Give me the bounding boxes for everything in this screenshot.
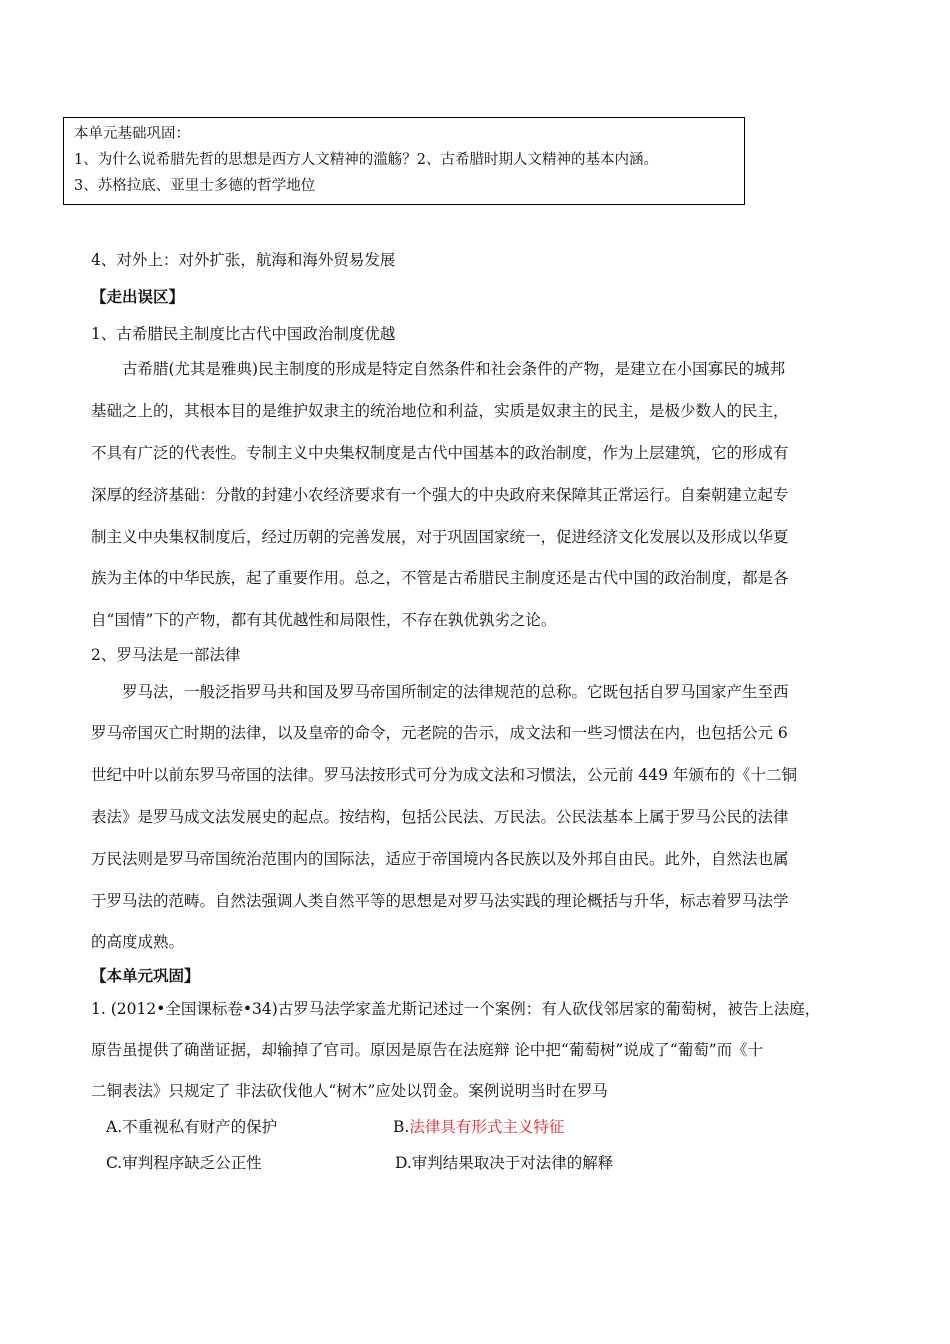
option-c: C.审判程序缺乏公正性 [106,1154,262,1172]
section-heading-misconceptions: 【走出误区】 [91,287,185,306]
paragraph-line: 罗马帝国灭亡时期的法律，以及皇帝的命令，元老院的告示，成文法和一些习惯法在内，也包括公元 6 [91,724,788,742]
paragraph-line: 基础之上的，其根本目的是维护奴隶主的统治地位和利益，实质是奴隶主的民主，是极少数人的民主， [91,402,789,420]
item-4: 4、对外上：对外扩张，航海和海外贸易发展 [91,251,396,269]
option-b-prefix: B. [393,1118,410,1136]
question-line: 二铜表法》只规定了 非法砍伐他人“树木”应处以罚金。案例说明当时在罗马 [91,1082,608,1100]
paragraph-line: 深厚的经济基础：分散的封建小农经济要求有一个强大的中央政府来保障其正常运行。自秦朝建立起专 [91,486,789,504]
section-heading-consolidation: 【本单元巩固】 [91,966,200,985]
question-line: 原告虽提供了确凿证据，却输掉了官司。原因是原告在法庭辩 论中把“葡萄树”说成了“葡萄”而《十 [91,1041,764,1059]
paragraph-line: 自“国情”下的产物，都有其优越性和局限性，不存在孰优孰劣之论。 [91,611,557,629]
paragraph-line: 不具有广泛的代表性。专制主义中央集权制度是古代中国基本的政治制度，作为上层建筑，它的形成有 [91,444,789,462]
paragraph-line: 古希腊(尤其是雅典)民主制度的形成是特定自然条件和社会条件的产物，是建立在小国寡民的城邦 [122,360,786,378]
paragraph-line: 制主义中央集权制度后，经过历朝的完善发展，对于巩固国家统一，促进经济文化发展以及形成以华夏 [91,528,789,546]
option-d: D.审判结果取决于对法律的解释 [395,1154,614,1172]
misconception-2-title: 2、罗马法是一部法律 [91,646,241,664]
misconception-1-title: 1、古希腊民主制度比古代中国政治制度优越 [91,325,396,343]
option-b [393,1117,564,1137]
paragraph-line: 罗马法，一般泛指罗马共和国及罗马帝国所制定的法律规范的总称。它既包括自罗马国家产生至西 [122,683,789,701]
paragraph-line: 于罗马法的范畴。自然法强调人类自然平等的思想是对罗马法实践的理论概括与升华，标志着罗马法学 [91,892,789,910]
unit-review-line-2: 3、苏格拉底、亚里士多德的哲学地位 [74,178,316,194]
unit-review-title: 本单元基础巩固： [74,126,190,142]
unit-review-box [63,117,745,205]
option-a: A.不重视私有财产的保护 [106,1118,278,1136]
unit-review-line-1: 1、为什么说希腊先哲的思想是西方人文精神的滥觞？2、古希腊时期人文精神的基本内涵。 [74,152,658,168]
paragraph-line: 族为主体的中华民族，起了重要作用。总之，不管是古希腊民主制度还是古代中国的政治制度，都是各 [91,569,789,587]
question-line: 1. (2012•全国课标卷•34)古罗马法学家盖尤斯记述过一个案例：有人砍伐邻居家的葡萄树，被告上法庭， [91,1000,821,1018]
paragraph-line: 表法》是罗马成文法发展史的起点。按结构，包括公民法、万民法。公民法基本上属于罗马公民的法律 [91,808,789,826]
paragraph-line: 世纪中叶以前东罗马帝国的法律。罗马法按形式可分为成文法和习惯法，公元前 449 年颁布的《十二铜 [91,766,797,784]
option-b-answer: 法律具有形式主义特征 [409,1118,565,1136]
paragraph-line: 万民法则是罗马帝国统治范围内的国际法，适应于帝国境内各民族以及外邦自由民。此外，自然法也属 [91,850,789,868]
paragraph-line: 的高度成熟。 [91,933,185,951]
